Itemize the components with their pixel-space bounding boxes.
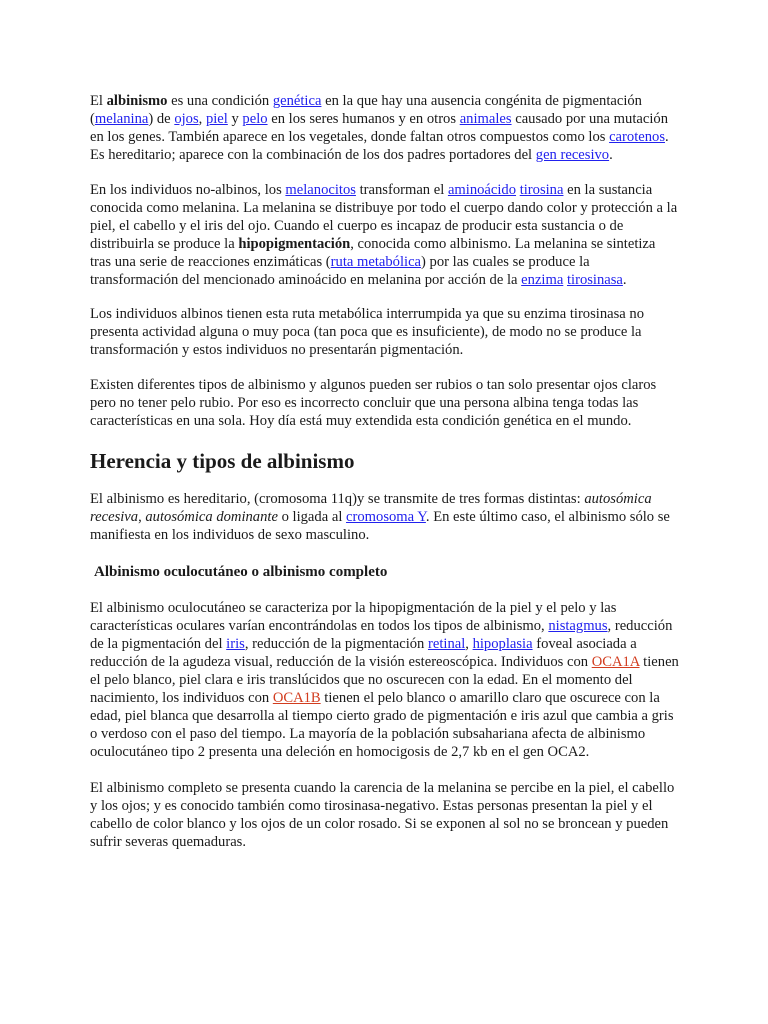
- link-pelo[interactable]: pelo: [242, 111, 268, 127]
- paragraph-intro: [90, 92, 680, 164]
- text: El albinismo oculocutáneo se caracteriza por la hipopigmentación de la piel y el pelo y las características oculares varían encontrándolas en todos los tipos de albinismo,: [90, 600, 617, 634]
- text: , conocida como albinismo. La melanina se sintetiza tras una serie de reacciones enzimáticas (: [90, 236, 656, 270]
- text: en los seres humanos y en otros: [267, 111, 460, 127]
- text: transforman el: [355, 182, 448, 198]
- bold-term: hipopigmentación: [238, 236, 351, 252]
- text: ,: [465, 636, 473, 652]
- link-nistagmus[interactable]: nistagmus: [548, 618, 608, 634]
- link-melanocitos[interactable]: melanocitos: [285, 182, 356, 198]
- link-piel[interactable]: piel: [205, 111, 228, 127]
- section-heading: Herencia y tipos de albinismo: [90, 449, 355, 473]
- paragraph-ruta-interrumpida: Los individuos albinos tienen esta ruta metabólica interrumpida ya que su enzima tirosinasa no presenta actividad alguna o muy poca (tan poca que es insuficiente), de modo no se produce la transformación y estos individuos no presentarán pigmentación.: [90, 306, 645, 358]
- text: .: [622, 272, 627, 288]
- link-cromosoma-y[interactable]: cromosoma Y: [346, 509, 426, 525]
- link-enzima[interactable]: enzima: [521, 272, 564, 288]
- text: . Es hereditario; aparece con la combinación de los dos padres portadores del: [90, 129, 669, 163]
- text: , reducción de la pigmentación: [244, 636, 428, 652]
- article-body: [90, 92, 680, 851]
- paragraph-tipos: Existen diferentes tipos de albinismo y algunos pueden ser rubios o tan solo presentar ojos claros pero no tener pelo rubio. Por eso es incorrecto concluir que una persona albina tenga todas las características en una sola. Hoy día está muy extendida esta condición genética en el mundo.: [90, 377, 657, 429]
- text: o ligada al: [277, 509, 347, 525]
- link-oca1b[interactable]: OCA1B: [272, 690, 321, 706]
- link-ruta-metabolica[interactable]: ruta metabólica: [330, 254, 422, 270]
- text: ,: [138, 509, 146, 525]
- link-gen-recesivo[interactable]: gen recesivo: [535, 147, 610, 163]
- link-retinal[interactable]: retinal: [428, 636, 466, 652]
- text: tienen el pelo blanco o amarillo claro que oscurece con la edad, piel blanca que desarrolla al tiempo cierto grado de pigmentación e iris azul que cambia a gris o verdoso con el paso del tiempo. La mayoría de la población subsahariana afecta de albinismo oculocutáneo tipo 2 presenta una deleción en homocigosis de 2,7 kb en el gen OCA2.: [90, 690, 674, 760]
- text: . En este último caso, el albinismo sólo se manifiesta en los individuos de sexo masculino.: [90, 509, 670, 543]
- text: El: [90, 93, 107, 109]
- subsection-heading: Albinismo oculocutáneo o albinismo completo: [94, 564, 388, 580]
- text: El albinismo es hereditario, (cromosoma 11q)y se transmite de tres formas distintas:: [90, 491, 585, 507]
- text: ) de: [148, 111, 175, 127]
- link-genetica[interactable]: genética: [272, 93, 322, 109]
- text: , reducción de la pigmentación del: [90, 618, 673, 652]
- text: en la sustancia conocida como melanina. La melanina se distribuye por todo el cuerpo dando color y protección a la piel, el cabello y el iris del ojo. Cuando el cuerpo es incapaz de producir esta sustancia o de distribuirla se produce la: [90, 182, 678, 252]
- link-tirosina[interactable]: tirosina: [519, 182, 564, 198]
- link-iris[interactable]: iris: [226, 636, 245, 652]
- text: causado por una mutación en los genes. También aparece en los vegetales, donde faltan otros compuestos como los: [90, 111, 668, 145]
- bold-term: albinismo: [106, 93, 168, 109]
- paragraph-herencia: [90, 490, 680, 544]
- text: foveal asociada a reducción de la agudeza visual, reducción de la visión estereoscópica. Individuos con: [90, 636, 637, 670]
- link-ojos[interactable]: ojos: [174, 111, 199, 127]
- paragraph-oculocutaneo: [90, 599, 680, 761]
- text: tienen el pelo blanco, piel clara e iris translúcidos que no oscurecen con la edad. En el momento del nacimiento, los individuos con: [90, 654, 679, 706]
- text: y: [227, 111, 243, 127]
- link-carotenos[interactable]: carotenos: [609, 129, 665, 145]
- text: ,: [198, 111, 206, 127]
- paragraph-completo: El albinismo completo se presenta cuando la carencia de la melanina se percibe en la piel, el cabello y los ojos; y es conocido también como tirosinasa-negativo. Estas personas presentan la piel y el cabello de color blanco y los ojos de un color rosado. Si se exponen al sol no se broncean y pueden sufrir severas quemaduras.: [90, 780, 675, 850]
- link-melanina[interactable]: melanina: [94, 111, 149, 127]
- link-oca1a[interactable]: OCA1A: [591, 654, 640, 670]
- text: .: [609, 147, 613, 163]
- link-hipoplasia[interactable]: hipoplasia: [472, 636, 533, 652]
- text: en la que hay una ausencia congénita de pigmentación (: [90, 93, 642, 127]
- link-tirosinasa[interactable]: tirosinasa: [566, 272, 623, 288]
- text: En los individuos no-albinos, los: [90, 182, 286, 198]
- italic-term: autosómica recesiva: [90, 491, 652, 525]
- link-animales[interactable]: animales: [459, 111, 512, 127]
- paragraph-melanocitos: [90, 181, 680, 289]
- link-aminoacido[interactable]: aminoácido: [447, 182, 517, 198]
- italic-term: autosómica dominante: [145, 509, 278, 525]
- text: es una condición: [167, 93, 273, 109]
- text: ) por las cuales se produce la transformación del mencionado aminoácido en melanina por acción de la: [90, 254, 590, 288]
